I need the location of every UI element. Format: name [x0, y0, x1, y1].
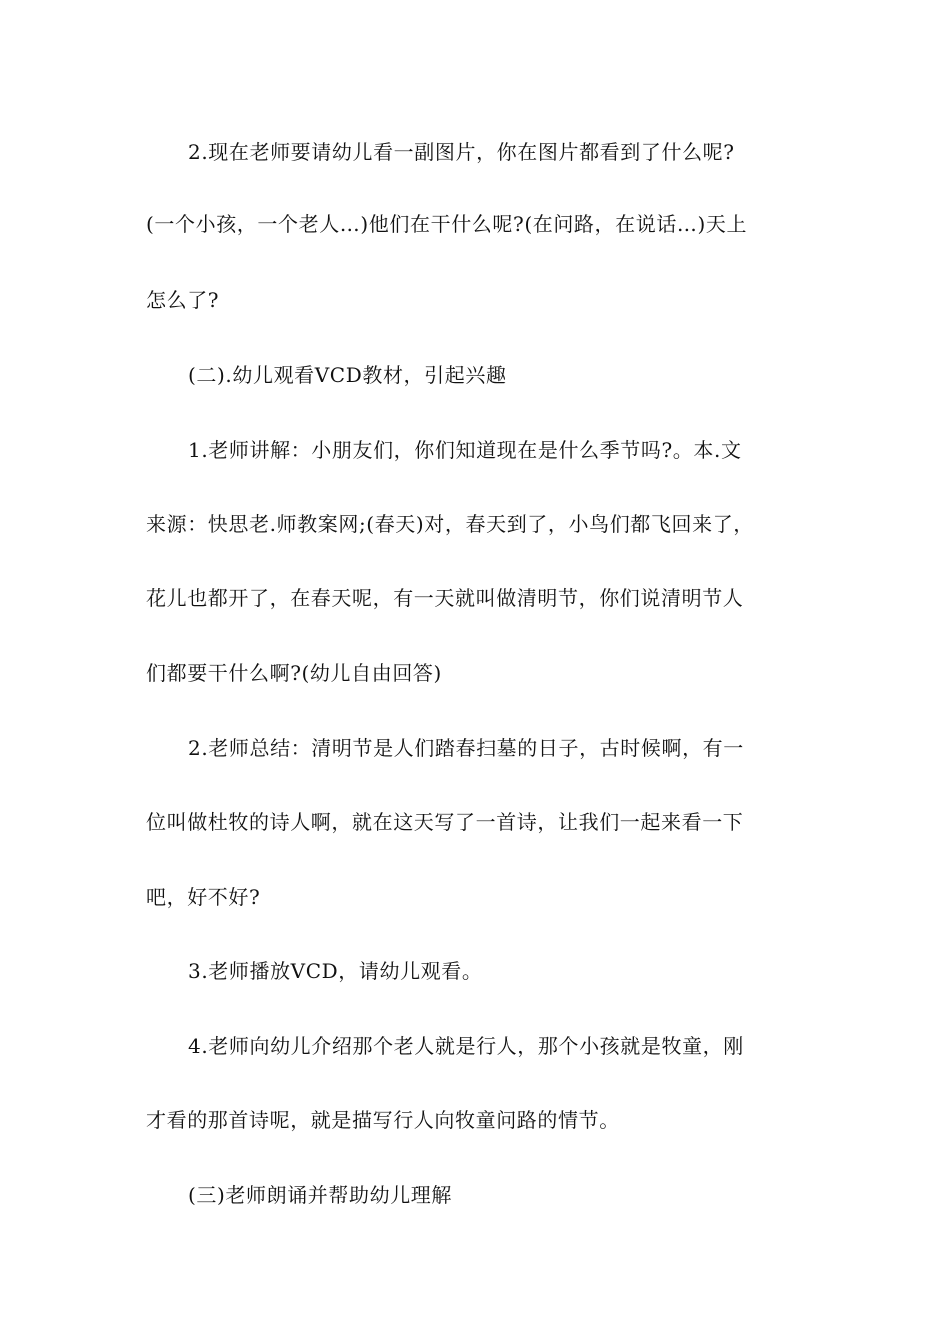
- paragraph-line-8: 们都要干什么啊?(幼儿自由回答): [146, 661, 442, 685]
- paragraph-line-3: 怎么了?: [146, 288, 220, 312]
- paragraph-line-10: 位叫做杜牧的诗人啊，就在这天写了一首诗，让我们一起来看一下: [146, 810, 744, 834]
- paragraph-line-5: 1.老师讲解：小朋友们，你们知道现在是什么季节吗?。本.文: [188, 438, 742, 462]
- paragraph-line-13: 4.老师向幼儿介绍那个老人就是行人，那个小孩就是牧童，刚: [188, 1034, 744, 1058]
- paragraph-line-9: 2.老师总结：清明节是人们踏春扫墓的日子，古时候啊，有一: [188, 736, 744, 760]
- paragraph-line-6: 来源：快思老.师教案网;(春天)对，春天到了，小鸟们都飞回来了，: [146, 512, 754, 536]
- paragraph-line-11: 吧，好不好?: [146, 885, 261, 909]
- section-heading-2: (二).幼儿观看VCD教材，引起兴趣: [188, 363, 507, 387]
- paragraph-line-2: (一个小孩，一个老人…)他们在干什么呢?(在问路，在说话…)天上: [146, 212, 748, 236]
- paragraph-line-7: 花儿也都开了，在春天呢，有一天就叫做清明节，你们说清明节人: [146, 586, 744, 610]
- paragraph-line-14: 才看的那首诗呢，就是描写行人向牧童问路的情节。: [146, 1108, 620, 1132]
- paragraph-line-1: 2.现在老师要请幼儿看一副图片，你在图片都看到了什么呢?: [188, 140, 735, 164]
- section-heading-3: (三)老师朗诵并帮助幼儿理解: [188, 1183, 453, 1207]
- paragraph-line-12: 3.老师播放VCD，请幼儿观看。: [188, 959, 483, 983]
